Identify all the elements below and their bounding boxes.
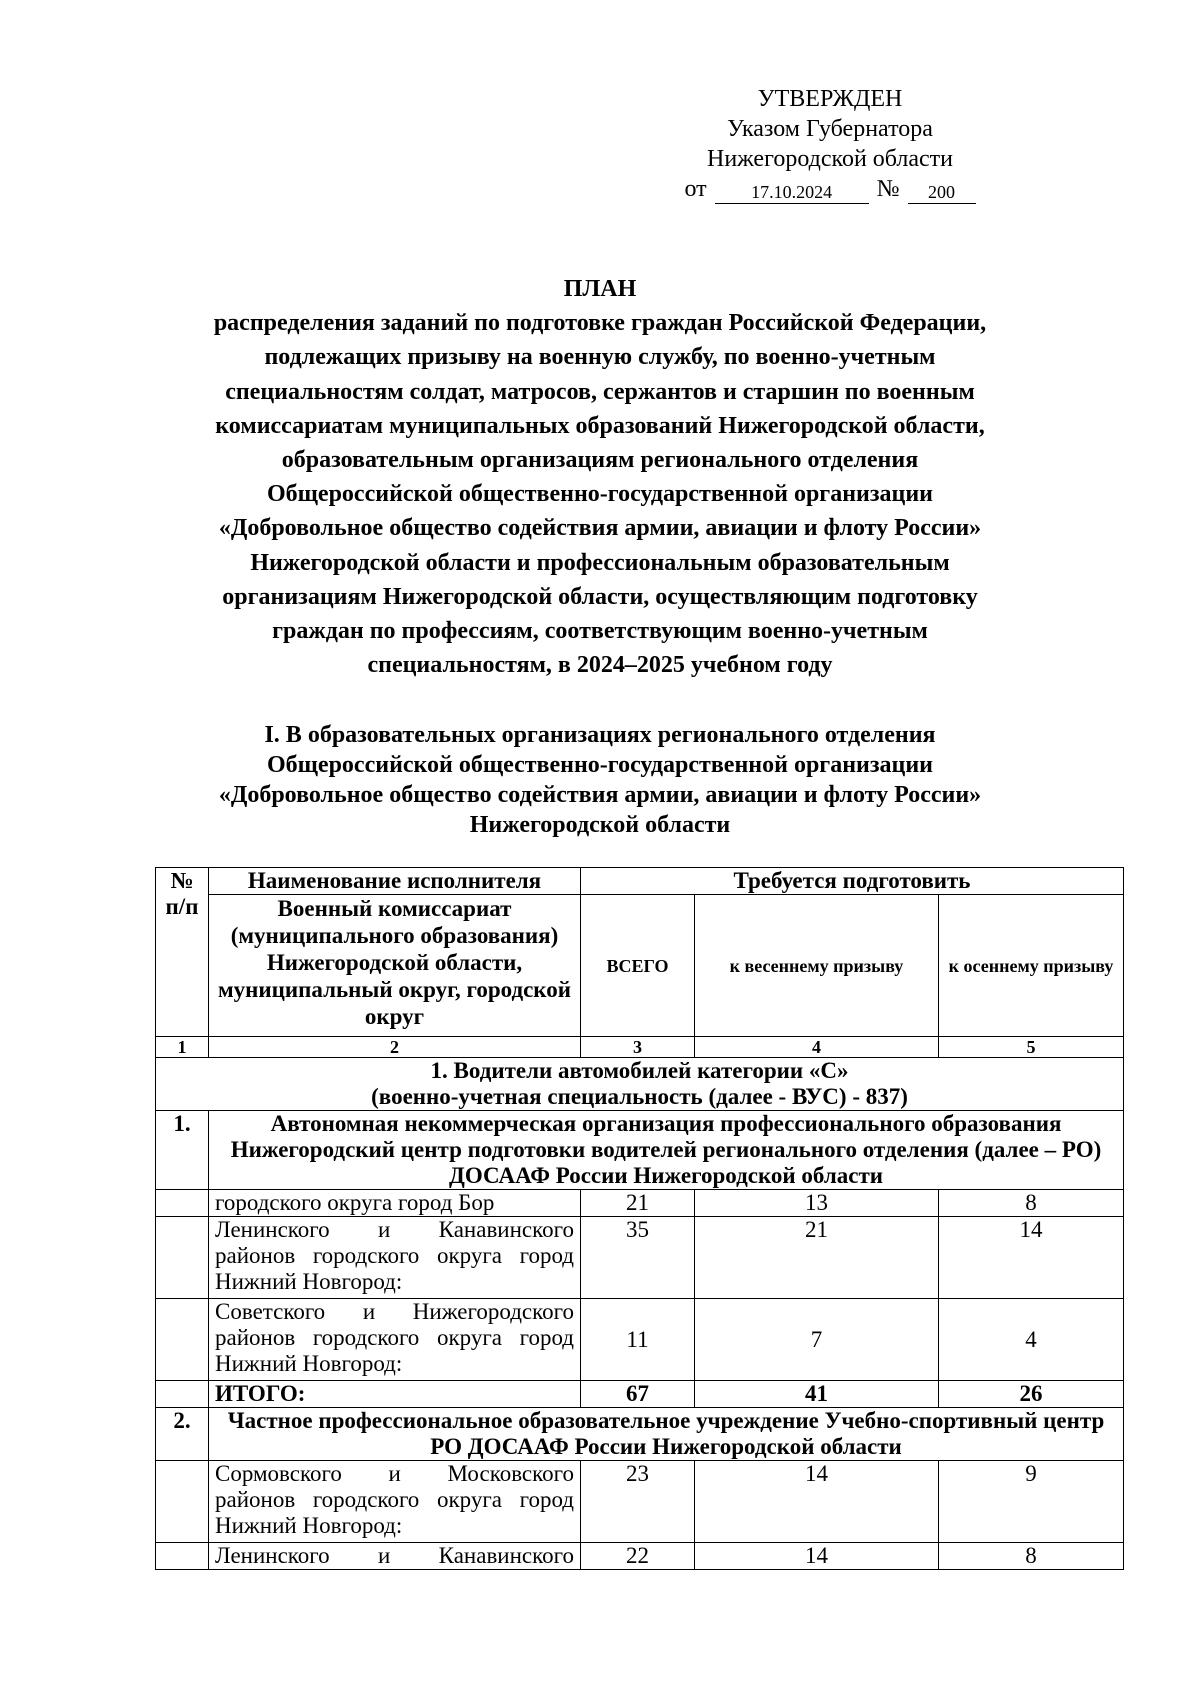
title-line: специальностям солдат, матросов, сержантов и старшин по военным: [225, 378, 975, 405]
total-spring: 41: [695, 1381, 939, 1408]
title-line: «Добровольное общество содействия армии, авиации и флоту России»: [218, 515, 982, 542]
col-number: 4: [695, 1037, 939, 1058]
row-num-empty: [156, 1543, 209, 1570]
title-line: специальностям, в 2024–2025 учебном году: [367, 652, 833, 679]
approval-date: 17.10.2024: [715, 181, 869, 204]
approval-region: Нижегородской области: [706, 146, 954, 172]
section-line: Нижегородской области: [469, 812, 731, 838]
org-name: Автономная некоммерческая организация профессионального образования Нижегородский центр подготовки водителей регионального отделения (далее – РО) ДОСААФ России Нижегородской области: [209, 1111, 1124, 1190]
header-required: Требуется подготовить: [581, 868, 1124, 895]
row-num-empty: [156, 1299, 209, 1381]
total-autumn: 26: [939, 1381, 1124, 1408]
plan-table: [155, 867, 1124, 1570]
row-num-empty: [156, 1190, 209, 1217]
row-num-empty: [156, 1381, 209, 1408]
approval-status: УТВЕРЖДЕН: [757, 86, 903, 112]
col-number: 2: [209, 1037, 581, 1058]
section-line: I. В образовательных организациях регионального отделения: [264, 722, 936, 748]
row-name: городского округа город Бор: [209, 1190, 581, 1217]
org-row: [156, 1408, 1124, 1461]
title-line: организациям Нижегородской области, осуществляющим подготовку: [222, 583, 978, 610]
row-total: 11: [581, 1299, 695, 1381]
title-main: ПЛАН: [563, 276, 637, 302]
category-title: [156, 1058, 1124, 1111]
org-number: 1.: [156, 1111, 209, 1190]
title-line: Общероссийской общественно-государственной организации: [267, 481, 933, 508]
org-name: Частное профессиональное образовательное учреждение Учебно-спортивный центр РО ДОСААФ России Нижегородской области: [209, 1408, 1124, 1461]
title-line: комиссариатам муниципальных образований Нижегородской области,: [215, 412, 985, 439]
row-num-empty: [156, 1217, 209, 1299]
col-number: 3: [581, 1037, 695, 1058]
row-spring: 7: [695, 1299, 939, 1381]
title-line: Нижегородской области и профессиональным образовательным: [250, 549, 950, 576]
row-autumn: 8: [939, 1190, 1124, 1217]
approval-by: Указом Губернатора: [727, 116, 933, 142]
table-row: [156, 1299, 1124, 1381]
row-total: 35: [581, 1217, 695, 1299]
category-line: (военно-учетная специальность (далее - ВУС) - 837): [371, 1084, 908, 1109]
header-commissariat: Военный комиссариат (муниципального образования) Нижегородской области, муниципальный округ, городской округ: [209, 895, 581, 1037]
table-row: [156, 1217, 1124, 1299]
title-line: образовательным организациям регионального отделения: [281, 447, 919, 474]
category-line: 1. Водители автомобилей категории «С»: [430, 1058, 849, 1083]
row-total: 21: [581, 1190, 695, 1217]
row-num-empty: [156, 1461, 209, 1543]
row-total: 22: [581, 1543, 695, 1570]
table-header-row: [156, 868, 1124, 895]
section-line: Общероссийской общественно-государственной организации: [267, 752, 933, 778]
org-number: 2.: [156, 1408, 209, 1461]
row-name: Советского и Нижегородского районов городского округа город Нижний Новгород:: [209, 1299, 581, 1381]
row-total: 23: [581, 1461, 695, 1543]
header-autumn: к осеннему призыву: [939, 895, 1124, 1037]
approval-number: 200: [908, 181, 976, 204]
row-spring: 21: [695, 1217, 939, 1299]
total-label: ИТОГО:: [209, 1381, 581, 1408]
total-row: [156, 1381, 1124, 1408]
row-name: Ленинского и Канавинского районов городского округа город Нижний Новгород:: [209, 1217, 581, 1299]
table-row: [156, 1543, 1124, 1570]
table-subheader-row: [156, 895, 1124, 1037]
title-line: распределения заданий по подготовке граждан Российской Федерации,: [213, 310, 987, 337]
col-number: 1: [156, 1037, 209, 1058]
title-line: граждан по профессиям, соответствующим военно-учетным: [272, 618, 928, 645]
row-name: Сормовского и Московского районов городского округа город Нижний Новгород:: [209, 1461, 581, 1543]
row-autumn: 14: [939, 1217, 1124, 1299]
row-name: Ленинского и Канавинского: [209, 1543, 581, 1570]
col-number: 5: [939, 1037, 1124, 1058]
date-prefix: от: [684, 176, 707, 202]
total-total: 67: [581, 1381, 695, 1408]
table-row: [156, 1190, 1124, 1217]
column-numbers-row: [156, 1037, 1124, 1058]
header-total: ВСЕГО: [581, 895, 695, 1037]
section-heading: [150, 720, 1050, 840]
row-spring: 13: [695, 1190, 939, 1217]
row-autumn: 4: [939, 1299, 1124, 1381]
row-spring: 14: [695, 1461, 939, 1543]
number-sign: №: [876, 176, 900, 202]
row-autumn: 9: [939, 1461, 1124, 1543]
document-title: [150, 272, 1050, 682]
approval-date-line: [640, 174, 1020, 204]
header-spring: к весеннему призыву: [695, 895, 939, 1037]
section-line: «Добровольное общество содействия армии, авиации и флоту России»: [218, 782, 982, 808]
header-performer: Наименование исполнителя: [209, 868, 581, 895]
header-num: № п/п: [156, 868, 209, 1037]
approval-stamp: [640, 84, 1020, 204]
row-autumn: 8: [939, 1543, 1124, 1570]
row-spring: 14: [695, 1543, 939, 1570]
title-line: подлежащих призыву на военную службу, по военно-учетным: [264, 344, 936, 371]
table-row: [156, 1461, 1124, 1543]
org-row: [156, 1111, 1124, 1190]
category-row: [156, 1058, 1124, 1111]
